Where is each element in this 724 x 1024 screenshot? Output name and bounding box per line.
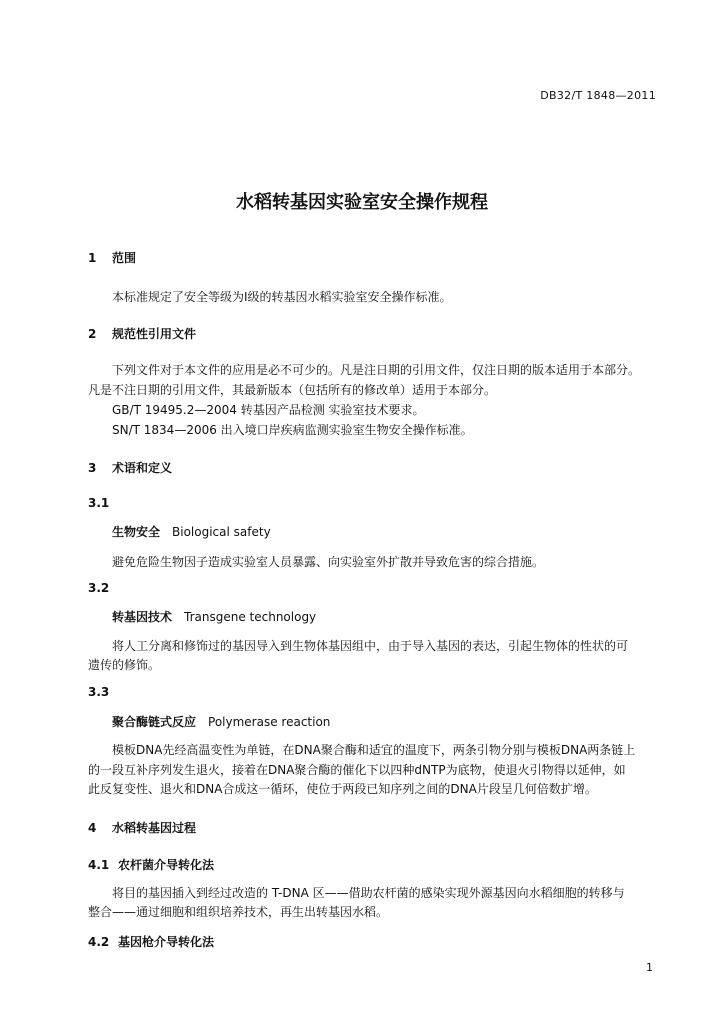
page-number: 1	[646, 961, 653, 974]
term-definition-line: 此反复变性、退火和DNA合成这一循环，使位于两段已知序列之间的DNA片段呈几何倍数扩增。	[88, 782, 597, 796]
section-2-title: 规范性引用文件	[112, 327, 197, 341]
document-code: DB32/T 1848—2011	[540, 89, 656, 102]
section-3-heading	[88, 459, 172, 476]
section-1-title: 范围	[112, 251, 137, 265]
normative-reference: SN/T 1834—2006 出入境口岸疾病监测实验室生物安全操作标准。	[112, 423, 473, 437]
term-number: 3.3	[88, 685, 110, 699]
term-definition: 避免危险生物因子造成实验室人员暴露、向实验室外扩散并导致危害的综合措施。	[112, 555, 545, 569]
section-1-number: 1	[88, 251, 97, 265]
term-chinese: 转基因技术	[112, 610, 173, 624]
term-heading	[112, 713, 330, 730]
subsection-heading	[88, 933, 214, 950]
section-3-title: 术语和定义	[112, 461, 173, 475]
term-definition-line: 模板DNA先经高温变性为单链，在DNA聚合酶和适宜的温度下，两条引物分别与模板DNA两条链上	[112, 743, 636, 757]
subsection-paragraph-line: 将目的基因插入到经过改造的 T-DNA 区——借助农杆菌的感染实现外源基因向水稻细胞的转移与	[112, 886, 625, 900]
subsection-number: 4.1	[88, 858, 110, 872]
section-1-heading	[88, 249, 136, 266]
normative-reference: GB/T 19495.2—2004 转基因产品检测 实验室技术要求。	[112, 403, 425, 417]
subsection-title: 农杆菌介导转化法	[118, 858, 215, 872]
term-definition-line: 的一段互补序列发生退火，接着在DNA聚合酶的催化下以四种dNTP为底物，使退火引物得以延伸，如	[88, 763, 626, 777]
section-2-heading	[88, 325, 196, 342]
subsection-paragraph-line: 整合——通过细胞和组织培养技术，再生出转基因水稻。	[88, 905, 389, 919]
subsection-number: 4.2	[88, 935, 110, 949]
section-3-number: 3	[88, 461, 97, 475]
subsection-heading	[88, 856, 214, 873]
section-4-title: 水稻转基因过程	[112, 821, 197, 835]
term-heading	[112, 608, 316, 625]
section-1-paragraph: 本标准规定了安全等级为Ⅰ级的转基因水稻实验室安全操作标准。	[112, 290, 452, 304]
term-heading	[112, 523, 271, 540]
term-english: Transgene technology	[184, 610, 317, 624]
section-2-paragraph-line: 凡是不注日期的引用文件，其最新版本（包括所有的修改单）适用于本部分。	[88, 383, 497, 397]
subsection-title: 基因枪介导转化法	[118, 935, 215, 949]
section-2-number: 2	[88, 327, 97, 341]
term-number: 3.2	[88, 581, 110, 595]
section-4-number: 4	[88, 821, 97, 835]
term-number: 3.1	[88, 496, 110, 510]
section-4-heading	[88, 819, 196, 836]
section-2-paragraph-line: 下列文件对于本文件的应用是必不可少的。凡是注日期的引用文件，仅注日期的版本适用于本部分。	[112, 363, 641, 377]
term-chinese: 生物安全	[112, 525, 161, 539]
term-chinese: 聚合酶链式反应	[112, 715, 197, 729]
term-english: Biological safety	[172, 525, 271, 539]
term-definition-line: 遗传的修饰。	[88, 658, 161, 672]
term-definition-line: 将人工分离和修饰过的基因导入到生物体基因组中，由于导入基因的表达，引起生物体的性状的可	[112, 639, 629, 653]
document-title: 水稻转基因实验室安全操作规程	[236, 192, 488, 213]
term-english: Polymerase reaction	[208, 715, 331, 729]
